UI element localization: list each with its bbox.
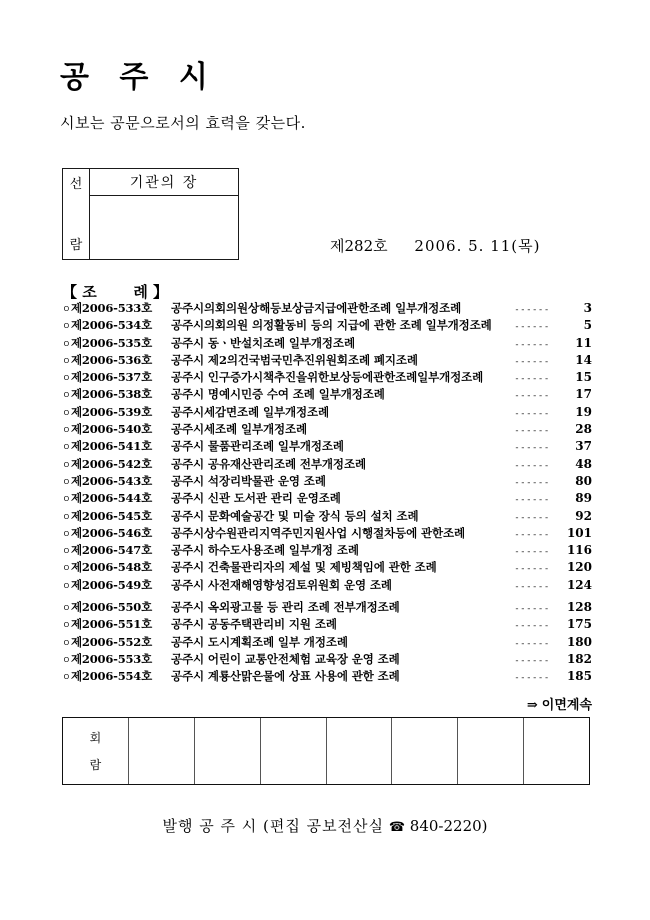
approval-box: [62, 168, 239, 260]
circulation-label-hoe: 회: [89, 731, 102, 745]
ordinance-row: [62, 508, 592, 525]
section-heading-close: 례 】: [133, 283, 169, 301]
bullet-icon: ㅇ: [62, 443, 71, 454]
ordinance-row: [62, 404, 592, 421]
leader-dashes: ------: [514, 604, 550, 615]
leader-dashes: ------: [514, 621, 550, 632]
circulation-cell: [524, 718, 589, 784]
bullet-icon: ㅇ: [62, 305, 71, 315]
ordinance-row: [62, 456, 592, 473]
ordinance-number: 제2006-539호: [71, 404, 153, 419]
ordinance-title: 공주시 공유재산관리조례 전부개정조례: [171, 456, 366, 471]
bullet-icon: ㅇ: [62, 621, 71, 632]
leader-dashes: ------: [514, 374, 550, 385]
ordinance-title: 공주시 계룡산맑은물에 상표 사용에 관한 조례: [171, 669, 400, 684]
continue-note: [527, 694, 592, 713]
ordinance-list: [62, 300, 592, 686]
ordinance-number: 제2006-540호: [71, 422, 153, 437]
leader-dashes: ------: [514, 495, 550, 506]
leader-dashes: ------: [514, 581, 550, 592]
ordinance-title: 공주시 신관 도서관 관리 운영조례: [171, 491, 341, 506]
ordinance-number: 제2006-536호: [71, 352, 153, 367]
footer-publisher: 발행 공 주 시 (편집 공보전산실: [162, 817, 385, 835]
ordinance-title: 공주시세조례 일부개정조례: [171, 422, 308, 437]
ordinance-number: 제2006-553호: [71, 651, 153, 666]
circulation-cell: [195, 718, 261, 784]
ordinance-row: [62, 421, 592, 438]
ordinance-row: [62, 300, 592, 317]
ordinance-number: 제2006-534호: [71, 318, 153, 333]
ordinance-number: 제2006-535호: [71, 335, 153, 350]
ordinance-title: 공주시 사전재해영향성검토위원회 운영 조례: [171, 577, 392, 592]
ordinance-title: 공주시 공동주택관리비 지원 조례: [171, 617, 337, 632]
ordinance-number: 제2006-554호: [71, 669, 153, 684]
leader-dashes: ------: [514, 529, 550, 540]
leader-dashes: ------: [514, 356, 550, 367]
bullet-icon: ㅇ: [62, 564, 71, 575]
approval-label-ram: 람: [69, 238, 83, 253]
leader-dashes: ------: [514, 460, 550, 471]
footer: [0, 815, 650, 836]
ordinance-page-number: 37: [575, 439, 592, 454]
leader-dashes: ------: [514, 443, 550, 454]
approval-side-labels: [63, 169, 90, 259]
ordinance-page-number: 116: [566, 543, 592, 558]
ordinance-title: 공주시 명예시민증 수여 조례 일부개정조례: [171, 387, 385, 402]
ordinance-row: [62, 335, 592, 352]
bullet-icon: ㅇ: [62, 673, 71, 684]
ordinance-page-number: 15: [575, 370, 592, 385]
ordinance-row: [62, 438, 592, 455]
circulation-cell: [458, 718, 524, 784]
ordinance-row: [62, 542, 592, 559]
issue-line: [330, 235, 540, 256]
ordinance-row: [62, 386, 592, 403]
leader-dashes: ------: [514, 426, 550, 437]
ordinance-number: 제2006-537호: [71, 370, 153, 385]
approval-signature-area: [90, 196, 238, 259]
ordinance-title: 공주시상수원관리지역주민지원사업 시행절차등에 관한조례: [171, 525, 466, 540]
bullet-icon: ㅇ: [62, 356, 71, 367]
ordinance-row: [62, 525, 592, 542]
ordinance-page-number: 28: [575, 422, 592, 437]
ordinance-page-number: 124: [566, 577, 592, 592]
circulation-table: [62, 717, 590, 785]
bullet-icon: ㅇ: [62, 322, 71, 333]
leader-dashes: ------: [514, 547, 550, 558]
ordinance-title: 공주시 인구증가시책추진을위한보상등에관한조례일부개정조례: [171, 370, 484, 385]
ordinance-page-number: 48: [575, 456, 592, 471]
ordinance-number: 제2006-545호: [71, 508, 153, 523]
ordinance-title: 공주시 건축물관리자의 제설 및 제빙책임에 관한 조례: [171, 560, 437, 575]
ordinance-number: 제2006-548호: [71, 560, 153, 575]
ordinance-page-number: 5: [583, 318, 592, 333]
ordinance-page-number: 11: [575, 335, 592, 350]
leader-dashes: ------: [514, 322, 550, 333]
ordinance-title: 공주시의회의원 의정활동비 등의 지급에 관한 조례 일부개정조례: [171, 318, 492, 333]
bullet-icon: ㅇ: [62, 391, 71, 402]
ordinance-title: 공주시 석장리박물관 운영 조례: [171, 473, 326, 488]
section-heading-open: 【 조: [62, 283, 97, 301]
leader-dashes: ------: [514, 512, 550, 523]
leader-dashes: ------: [514, 477, 550, 488]
circulation-cell: [392, 718, 458, 784]
ordinance-page-number: 80: [575, 473, 592, 488]
bullet-icon: ㅇ: [62, 495, 71, 506]
ordinance-number: 제2006-533호: [71, 301, 153, 315]
ordinance-page-number: 19: [575, 404, 592, 419]
leader-dashes: ------: [514, 305, 550, 315]
ordinance-row: [62, 616, 592, 633]
ordinance-number: 제2006-552호: [71, 634, 153, 649]
ordinance-row: [62, 668, 592, 685]
bullet-icon: ㅇ: [62, 547, 71, 558]
leader-dashes: ------: [514, 638, 550, 649]
circulation-cell: [129, 718, 195, 784]
circulation-cell: [327, 718, 393, 784]
ordinance-title: 공주시 제2의건국범국민추진위원회조례 폐지조례: [171, 352, 418, 367]
circulation-cell: [261, 718, 327, 784]
ordinance-number: 제2006-551호: [71, 617, 153, 632]
bullet-icon: ㅇ: [62, 374, 71, 385]
ordinance-title: 공주시 도시계획조례 일부 개정조례: [171, 634, 348, 649]
leader-dashes: ------: [514, 408, 550, 419]
leader-dashes: ------: [514, 339, 550, 350]
issue-number: 제282호: [330, 237, 388, 255]
leader-dashes: ------: [514, 673, 550, 684]
bullet-icon: ㅇ: [62, 477, 71, 488]
bullet-icon: ㅇ: [62, 581, 71, 592]
footer-phone: 840-2220): [409, 817, 488, 835]
ordinance-row: [62, 369, 592, 386]
circulation-label-ram: 람: [89, 758, 102, 772]
ordinance-title: 공주시 문화예술공간 및 미술 장식 등의 설치 조례: [171, 508, 419, 523]
ordinance-page-number: 92: [575, 508, 592, 523]
bullet-icon: ㅇ: [62, 604, 71, 615]
ordinance-number: 제2006-543호: [71, 473, 153, 488]
ordinance-number: 제2006-550호: [71, 600, 153, 615]
continue-note-label: 이면계속: [541, 698, 592, 713]
ordinance-title: 공주시의회의원상해등보상금지급에관한조례 일부개정조례: [171, 301, 462, 315]
ordinance-title: 공주시 하수도사용조례 일부개정 조례: [171, 543, 359, 558]
section-heading: [62, 281, 168, 302]
ordinance-page-number: 185: [566, 669, 592, 684]
ordinance-number: 제2006-546호: [71, 525, 153, 540]
ordinance-title: 공주시 옥외광고물 등 관리 조례 전부개정조례: [171, 600, 400, 615]
circulation-label-cell: [63, 718, 129, 784]
bullet-icon: ㅇ: [62, 655, 71, 666]
leader-dashes: ------: [514, 391, 550, 402]
page-title: 공 주 시: [60, 60, 218, 95]
ordinance-row: [62, 317, 592, 334]
ordinance-number: 제2006-549호: [71, 577, 153, 592]
ordinance-page-number: 182: [566, 651, 592, 666]
ordinance-page-number: 175: [566, 617, 592, 632]
ordinance-row: [62, 352, 592, 369]
masthead-subtitle: 시보는 공문으로서의 효력을 갖는다.: [60, 114, 306, 132]
ordinance-page-number: 3: [583, 301, 592, 315]
ordinance-row: [62, 577, 592, 594]
bullet-icon: ㅇ: [62, 426, 71, 437]
telephone-icon: ☎: [388, 820, 406, 835]
ordinance-title: 공주시 동ㆍ반설치조례 일부개정조례: [171, 335, 355, 350]
ordinance-title: 공주시세감면조례 일부개정조례: [171, 404, 330, 419]
ordinance-number: 제2006-541호: [71, 439, 153, 454]
ordinance-number: 제2006-547호: [71, 543, 153, 558]
ordinance-page-number: 17: [575, 387, 592, 402]
ordinance-row: [62, 490, 592, 507]
bullet-icon: ㅇ: [62, 638, 71, 649]
ordinance-title: 공주시 물품관리조례 일부개정조례: [171, 439, 344, 454]
bullet-icon: ㅇ: [62, 408, 71, 419]
ordinance-row: [62, 473, 592, 490]
approval-label-seon: 선: [69, 177, 83, 192]
approval-header-label: 기관의 장: [90, 169, 238, 196]
ordinance-page-number: 120: [566, 560, 592, 575]
ordinance-title: 공주시 어린이 교통안전체험 교육장 운영 조례: [171, 651, 400, 666]
ordinance-page-number: 89: [575, 491, 592, 506]
ordinance-row: [62, 599, 592, 616]
ordinance-number: 제2006-538호: [71, 387, 153, 402]
bullet-icon: ㅇ: [62, 512, 71, 523]
leader-dashes: ------: [514, 564, 550, 575]
approval-main: [90, 169, 238, 259]
bullet-icon: ㅇ: [62, 339, 71, 350]
ordinance-page-number: 180: [566, 634, 592, 649]
leader-dashes: ------: [514, 655, 550, 666]
ordinance-number: 제2006-542호: [71, 456, 153, 471]
ordinance-page-number: 14: [575, 352, 592, 367]
arrow-right-icon: ⇒: [526, 698, 538, 713]
ordinance-row: [62, 634, 592, 651]
ordinance-row: [62, 651, 592, 668]
bullet-icon: ㅇ: [62, 460, 71, 471]
ordinance-page-number: 128: [566, 600, 592, 615]
ordinance-page-number: 101: [566, 525, 592, 540]
bullet-icon: ㅇ: [62, 529, 71, 540]
ordinance-number: 제2006-544호: [71, 491, 153, 506]
issue-date: 2006. 5. 11(목): [414, 237, 541, 255]
ordinance-row: [62, 559, 592, 576]
